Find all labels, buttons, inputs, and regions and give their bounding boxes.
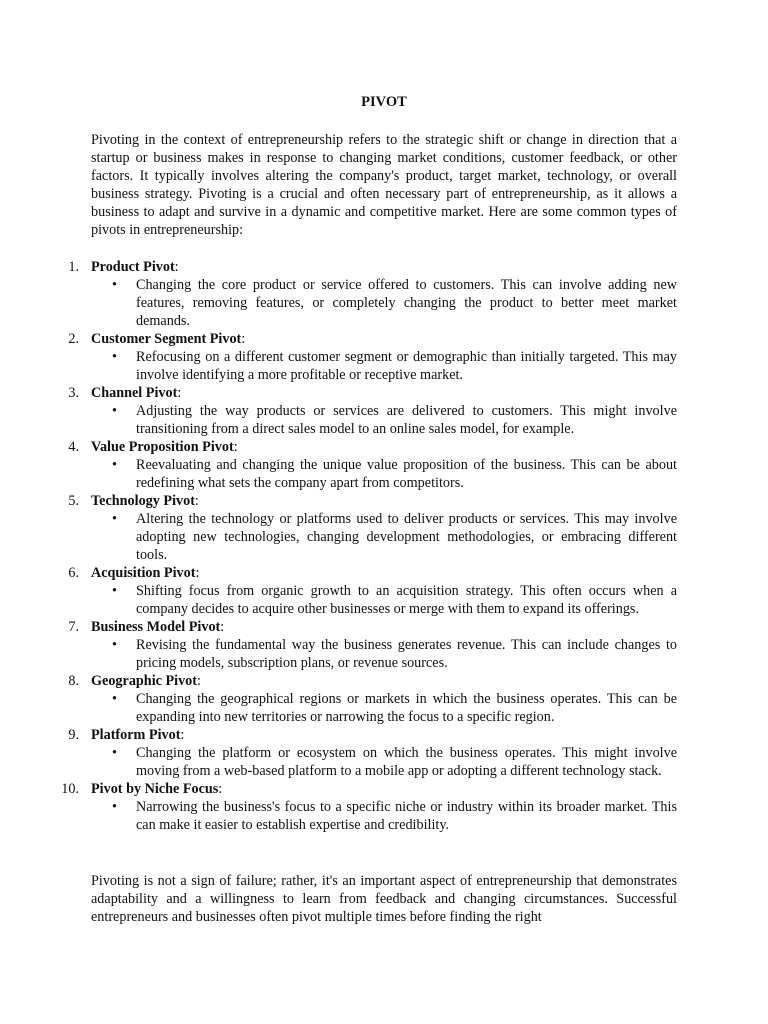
bullet-icon: • — [112, 403, 117, 419]
list-item-value-proposition-pivot — [0, 438, 768, 492]
bullet-icon: • — [112, 349, 117, 365]
list-item-geographic-pivot — [0, 672, 768, 726]
item-number: 2. — [68, 331, 79, 347]
item-description: Changing the core product or service offered to customers. This can involve adding new features, removing features, or completely changing the product to better meet market demands. — [136, 277, 677, 329]
item-name: Value Proposition Pivot — [91, 439, 234, 455]
list-item-customer-segment-pivot — [0, 330, 768, 384]
item-description: Narrowing the business's focus to a specific niche or industry within its broader market. This can make it easier to establish expertise and credibility. — [136, 799, 677, 833]
document-title: PIVOT — [361, 94, 407, 110]
bullet-icon: • — [112, 799, 117, 815]
bullet-icon: • — [112, 745, 117, 761]
item-description: Changing the geographical regions or markets in which the business operates. This can be expanding into new territories or narrowing the focus to a specific region. — [136, 691, 677, 725]
item-name: Customer Segment Pivot — [91, 331, 242, 347]
list-item-platform-pivot — [0, 726, 768, 780]
item-number: 1. — [68, 259, 79, 275]
item-number: 4. — [68, 439, 79, 455]
item-name: Technology Pivot — [91, 493, 195, 509]
list-item-channel-pivot — [0, 384, 768, 438]
item-name: Pivot by Niche Focus — [91, 781, 219, 797]
bullet-icon: • — [112, 583, 117, 599]
item-name: Geographic Pivot — [91, 673, 197, 689]
list-item-business-model-pivot — [0, 618, 768, 672]
closing-paragraph: Pivoting is not a sign of failure; rather, it's an important aspect of entrepreneurship that demonstrates adaptability and a willingness to learn from feedback and changing circumstances. Successful entrepreneurs and businesses often pivot multiple times before finding the right — [91, 873, 677, 925]
item-number: 8. — [68, 673, 79, 689]
item-colon: : — [194, 493, 199, 509]
item-colon: : — [218, 781, 223, 797]
list-item-acquisition-pivot — [0, 564, 768, 618]
pivot-types-list — [0, 258, 768, 834]
list-item-product-pivot — [0, 258, 768, 330]
item-colon: : — [197, 673, 201, 689]
item-colon: : — [220, 619, 225, 635]
item-number: 6. — [68, 565, 79, 581]
item-colon: : — [174, 259, 179, 275]
item-number: 5. — [68, 493, 79, 509]
intro-paragraph: Pivoting in the context of entrepreneurship refers to the strategic shift or change in direction that a startup or business makes in response to changing market conditions, customer feedback, or other factors. It typically involves altering the company's product, target market, technology, or overall business strategy. Pivoting is a crucial and often necessary part of entrepreneurship, as it allows a business to adapt and survive in a dynamic and competitive market. Here are some common types of pivots in entrepreneurship: — [91, 132, 677, 238]
item-number: 7. — [68, 619, 79, 635]
item-name: Platform Pivot — [91, 727, 181, 743]
item-name: Business Model Pivot — [91, 619, 221, 635]
item-name: Product Pivot — [91, 259, 175, 275]
item-description: Shifting focus from organic growth to an acquisition strategy. This often occurs when a company decides to acquire other businesses or merge with them to expand its offerings. — [136, 583, 677, 617]
bullet-icon: • — [112, 457, 117, 473]
bullet-icon: • — [112, 511, 117, 527]
bullet-icon: • — [112, 637, 117, 653]
item-number: 10. — [61, 781, 79, 797]
item-description: Changing the platform or ecosystem on which the business operates. This might involve moving from a web-based platform to a mobile app or adopting a different technology stack. — [136, 745, 677, 779]
item-colon: : — [241, 331, 246, 347]
item-description: Revising the fundamental way the business generates revenue. This can include changes to pricing models, subscription plans, or revenue sources. — [136, 637, 677, 671]
item-number: 9. — [68, 727, 79, 743]
list-item-technology-pivot — [0, 492, 768, 564]
list-item-pivot-by-niche-focus — [0, 780, 768, 834]
bullet-icon: • — [112, 691, 117, 707]
item-description: Adjusting the way products or services are delivered to customers. This might involve transitioning from a direct sales model to an online sales model, for example. — [136, 403, 677, 437]
item-colon: : — [195, 565, 200, 581]
item-name: Acquisition Pivot — [91, 565, 196, 581]
bullet-icon: • — [112, 277, 117, 293]
item-number: 3. — [68, 385, 79, 401]
item-description: Reevaluating and changing the unique value proposition of the business. This can be about redefining what sets the company apart from competitors. — [136, 457, 677, 491]
item-description: Refocusing on a different customer segment or demographic than initially targeted. This may involve identifying a more profitable or receptive market. — [136, 349, 677, 383]
item-name: Channel Pivot — [91, 385, 178, 401]
item-description: Altering the technology or platforms used to deliver products or services. This may involve adopting new technologies, changing development methodologies, or embracing different tools. — [136, 511, 677, 563]
item-colon: : — [180, 727, 185, 743]
item-colon: : — [177, 385, 182, 401]
item-colon: : — [233, 439, 238, 455]
